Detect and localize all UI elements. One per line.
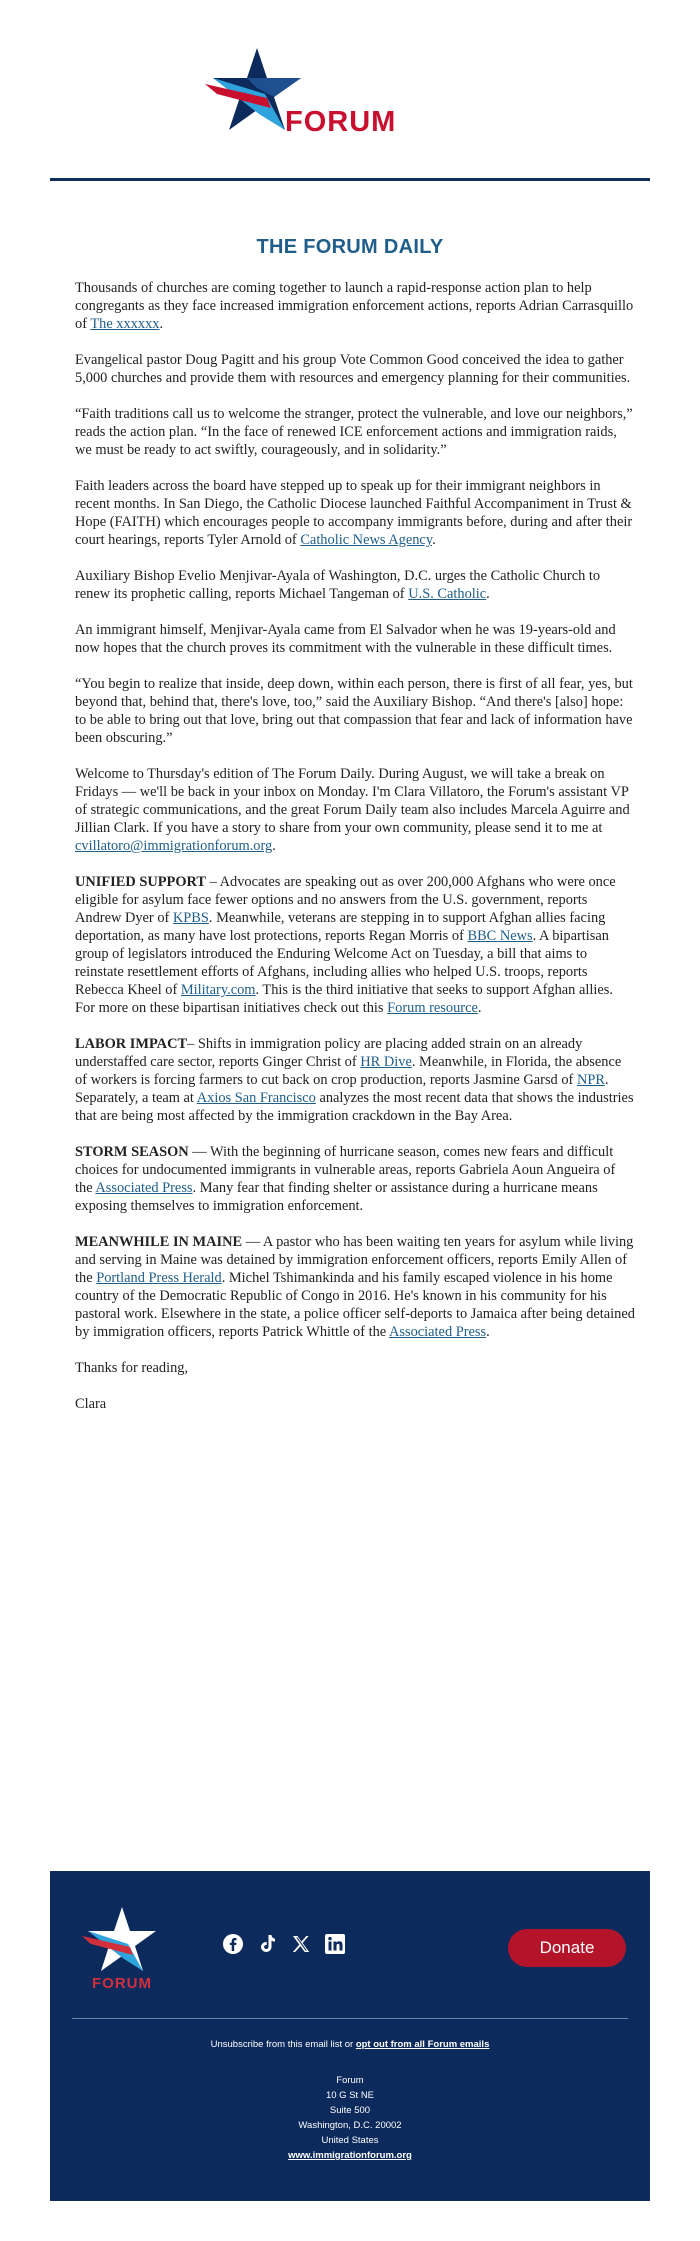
paragraph-text: . Michel Tshimankinda and his family escaped violence in his home country of the Democratic Republic of Congo in 2016. He's known in his community for his pastoral work. Elsewhere in the state, a police officer self-deports to Jamaica after being detained by immigration officers, reports Patrick Whittle of the <box>75 1270 635 1340</box>
paragraph-text: . <box>432 532 436 548</box>
paragraph <box>75 1395 635 1413</box>
article-link[interactable]: Associated Press <box>95 1180 193 1196</box>
article-link[interactable]: NPR <box>576 1072 605 1088</box>
paragraph <box>75 1143 635 1215</box>
address-line: Suite 500 <box>329 2105 371 2116</box>
star-logo-icon <box>205 48 435 158</box>
address-line: Forum <box>336 2075 364 2086</box>
article-link[interactable]: BBC News <box>467 928 533 944</box>
forum-logo[interactable] <box>205 48 435 158</box>
paragraph <box>75 351 635 387</box>
paragraph <box>75 675 635 747</box>
unsubscribe-prefix: Unsubscribe from this email list or <box>210 2039 356 2050</box>
linkedin-icon[interactable] <box>324 1933 346 1955</box>
article-link[interactable]: Axios San Francisco <box>196 1090 316 1106</box>
logo-text: FORUM <box>285 106 397 138</box>
article-link[interactable]: Forum resource <box>387 1000 478 1016</box>
website-link[interactable]: www.immigrationforum.org <box>288 2150 412 2161</box>
address-line: United States <box>321 2135 379 2146</box>
article-body <box>75 279 635 1431</box>
paragraph-text: . <box>486 586 490 602</box>
paragraph-text: . Many fear that finding shelter or assistance during a hurricane means exposing themselves to immigration enforcement. <box>75 1180 598 1214</box>
paragraph <box>75 1233 635 1341</box>
opt-out-link[interactable]: opt out from all Forum emails <box>355 2039 490 2050</box>
paragraph-text: — With the beginning of hurricane season, comes new fears and difficult choices for undocumented immigrants in vulnerable areas, reports Gabriela Aoun Angueira of the <box>75 1144 616 1196</box>
paragraph <box>75 765 635 855</box>
paragraph-text: . Separately, a team at <box>75 1072 609 1106</box>
paragraph-text: . Meanwhile, in Florida, the absence of workers is forcing farmers to cut back on crop production, reports Jasmine Garsd of <box>75 1054 622 1088</box>
x-icon[interactable] <box>290 1933 312 1955</box>
paragraph <box>75 873 635 1017</box>
section-heading: LABOR IMPACT <box>75 1036 188 1052</box>
article-link[interactable]: HR Dive <box>360 1054 412 1070</box>
article-link[interactable]: The xxxxxx <box>90 316 160 332</box>
tiktok-icon[interactable] <box>256 1933 278 1955</box>
donate-button[interactable]: Donate <box>508 1929 626 1967</box>
paragraph <box>75 567 635 603</box>
footer-logo-text: FORUM <box>92 1975 152 1992</box>
paragraph-text: . <box>272 838 276 854</box>
article-link[interactable]: Associated Press <box>389 1324 487 1340</box>
mailing-address <box>50 2073 650 2163</box>
paragraph-text: . This is the third initiative that seeks to support Afghan allies. For more on these bipartisan initiatives check out this <box>75 982 613 1016</box>
article-link[interactable]: Military.com <box>180 982 256 998</box>
paragraph-text: Clara <box>75 1396 107 1412</box>
paragraph-text: “Faith traditions call us to welcome the stranger, protect the vulnerable, and love our neighbors,” reads the action plan. “In the face of renewed ICE enforcement actions and immigration raids, we must be ready to act swiftly, courageously, and in solidarity.” <box>75 406 633 458</box>
paragraph <box>75 477 635 549</box>
unsubscribe-text <box>50 2039 650 2050</box>
paragraph-text: “You begin to realize that inside, deep down, within each person, there is first of all fear, yes, but beyond that, behind that, there's love, too,” said the Auxiliary Bishop. “And there's [also] hope: to be able to bring out that love, bring out that compassion that fear and lack of information have been obscuring.” <box>75 676 633 746</box>
section-heading: STORM SEASON <box>75 1144 189 1160</box>
paragraph-text: – Shifts in immigration policy are placing added strain on an already understaffed care sector, reports Ginger Christ of <box>75 1036 583 1070</box>
paragraph-text: — A pastor who has been waiting ten years for asylum while living and serving in Maine was detained by immigration enforcement officers, reports Emily Allen of the <box>75 1234 634 1286</box>
footer-divider <box>72 2018 628 2019</box>
paragraph-text: . Meanwhile, veterans are stepping in to support Afghan allies facing deportation, as many have lost protections, reports Regan Morris of <box>75 910 606 944</box>
paragraph-text: . A bipartisan group of legislators introduced the Enduring Welcome Act on Tuesday, a bill that aims to reinstate resettlement efforts of Afghans, including allies who helped U.S. troops, reports Rebecca Kheel of <box>75 928 609 998</box>
footer-star-icon <box>82 1907 162 1977</box>
article-link[interactable]: U.S. Catholic <box>408 586 487 602</box>
paragraph-text: Faith leaders across the board have stepped up to speak up for their immigrant neighbors in recent months. In San Diego, the Catholic Diocese launched Faithful Accompaniment in Trust & Hope (FAITH) which encourages people to accompany immigrants before, during and after their court hearings, reports Tyler Arnold of <box>75 478 633 548</box>
paragraph-text: Thanks for reading, <box>75 1360 189 1376</box>
page-title: THE FORUM DAILY <box>256 236 444 258</box>
article-link[interactable]: KPBS <box>172 910 209 926</box>
paragraph <box>75 621 635 657</box>
article-link[interactable]: Catholic News Agency <box>300 532 433 548</box>
paragraph-text: Welcome to Thursday's edition of The Forum Daily. During August, we will take a break on Fridays — we'll be back in your inbox on Monday. I'm Clara Villatoro, the Forum's assistant VP of strategic communications, and the great Forum Daily team also includes Marcela Aguirre and Jillian Clark. If you have a story to share from your own community, please send it to me at <box>75 766 630 836</box>
paragraph <box>75 1035 635 1125</box>
paragraph <box>75 279 635 333</box>
footer-logo[interactable] <box>82 1907 162 1997</box>
paragraph-text: . <box>159 316 164 332</box>
email-header <box>0 0 700 180</box>
facebook-icon[interactable] <box>222 1933 244 1955</box>
article-link[interactable]: cvillatoro@immigrationforum.org <box>75 838 273 854</box>
address-line: 10 G St NE <box>325 2090 375 2101</box>
section-heading: UNIFIED SUPPORT <box>75 874 207 890</box>
address-line: Washington, D.C. 20002 <box>298 2120 402 2131</box>
paragraph-text: . <box>477 1000 482 1016</box>
paragraph-text: Thousands of churches are coming together to launch a rapid-response action plan to help congregants as they face increased immigration enforcement actions, reports Adrian Carrasquillo of <box>75 280 634 332</box>
paragraph-text: Auxiliary Bishop Evelio Menjivar-Ayala of Washington, D.C. urges the Catholic Church to renew its prophetic calling, reports Michael Tangeman of <box>75 568 601 602</box>
header-divider <box>50 178 650 181</box>
paragraph-text: – Advocates are speaking out as over 200,000 Afghans who were once eligible for asylum face fewer options and no answers from the U.S. government, reports Andrew Dyer of <box>75 874 616 926</box>
paragraph-text: Evangelical pastor Doug Pagitt and his group Vote Common Good conceived the idea to gather 5,000 churches and provide them with resources and emergency planning for their communities. <box>75 352 631 386</box>
footer <box>50 1871 650 2201</box>
paragraph-text: analyzes the most recent data that shows the industries that are being most affected by the immigration crackdown in the Bay Area. <box>75 1090 634 1124</box>
social-links <box>222 1933 346 1957</box>
article-link[interactable]: Portland Press Herald <box>96 1270 222 1286</box>
paragraph-text: . <box>486 1324 490 1340</box>
paragraph-text: An immigrant himself, Menjivar-Ayala came from El Salvador when he was 19-years-old and now hopes that the church proves its commitment with the vulnerable in these difficult times. <box>75 622 616 656</box>
paragraph <box>75 405 635 459</box>
section-heading: MEANWHILE IN MAINE <box>75 1234 243 1250</box>
paragraph <box>75 1359 635 1377</box>
